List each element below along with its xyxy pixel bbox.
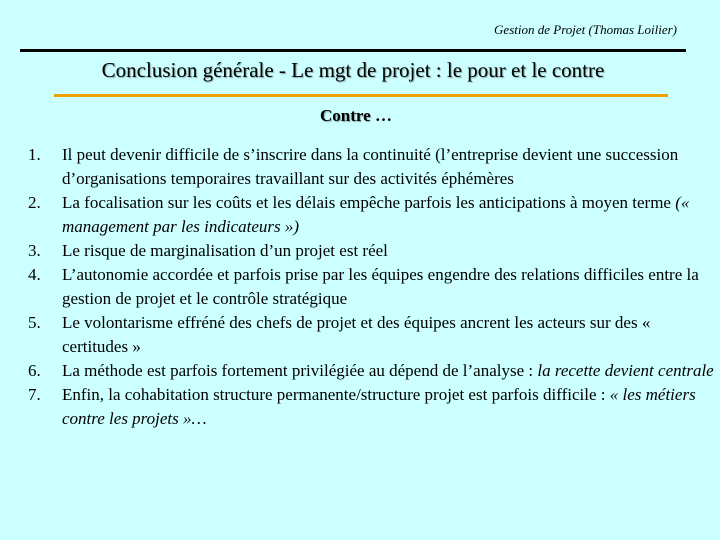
item-text: Le volontarisme effréné des chefs de projet et des équipes ancrent les acteurs sur des « certitudes »: [62, 313, 651, 356]
list-item: [24, 191, 714, 239]
subtitle-ellipsis: …: [370, 106, 392, 125]
item-number: 1.: [28, 145, 41, 164]
item-text: La méthode est parfois fortement privilégiée au dépend de l’analyse :: [62, 361, 538, 380]
item-italic-text: (« management par les indicateurs »): [62, 193, 690, 236]
list-item: [24, 383, 714, 431]
item-number: 4.: [28, 265, 41, 284]
item-number: 6.: [28, 361, 41, 380]
list-item: [24, 311, 714, 359]
slide-title: Conclusion générale - Le mgt de projet : le pour et le contre: [101, 58, 605, 82]
item-italic-text: la recette devient centrale: [537, 361, 714, 380]
item-text: Il peut devenir difficile de s’inscrire dans la continuité (l’entreprise devient une succession d’organisations temporaires travaillant sur des activités éphémères: [62, 145, 679, 188]
item-number: 7.: [28, 385, 41, 404]
item-text: La focalisation sur les coûts et les délais empêche parfois les anticipations à moyen terme: [62, 193, 676, 212]
accent-divider: [54, 94, 668, 97]
points-list: [24, 143, 714, 431]
top-divider: [20, 49, 686, 52]
subtitle-word: Contre: [320, 106, 371, 125]
list-item: [24, 239, 714, 263]
item-number: 5.: [28, 313, 41, 332]
list-item: [24, 359, 714, 383]
header-caption: Gestion de Projet (Thomas Loilier): [494, 22, 677, 37]
section-subtitle: [0, 106, 712, 126]
item-text: Enfin, la cohabitation structure permanente/structure projet est parfois difficile :: [62, 385, 610, 404]
item-number: 2.: [28, 193, 41, 212]
item-text: Le risque de marginalisation d’un projet est réel: [62, 241, 388, 260]
list-item: [24, 143, 714, 191]
item-number: 3.: [28, 241, 41, 260]
item-italic-text: « les métiers contre les projets »…: [62, 385, 696, 428]
list-item: [24, 263, 714, 311]
item-text: L’autonomie accordée et parfois prise par les équipes engendre des relations difficiles entre la gestion de projet et le contrôle stratégique: [62, 265, 699, 308]
